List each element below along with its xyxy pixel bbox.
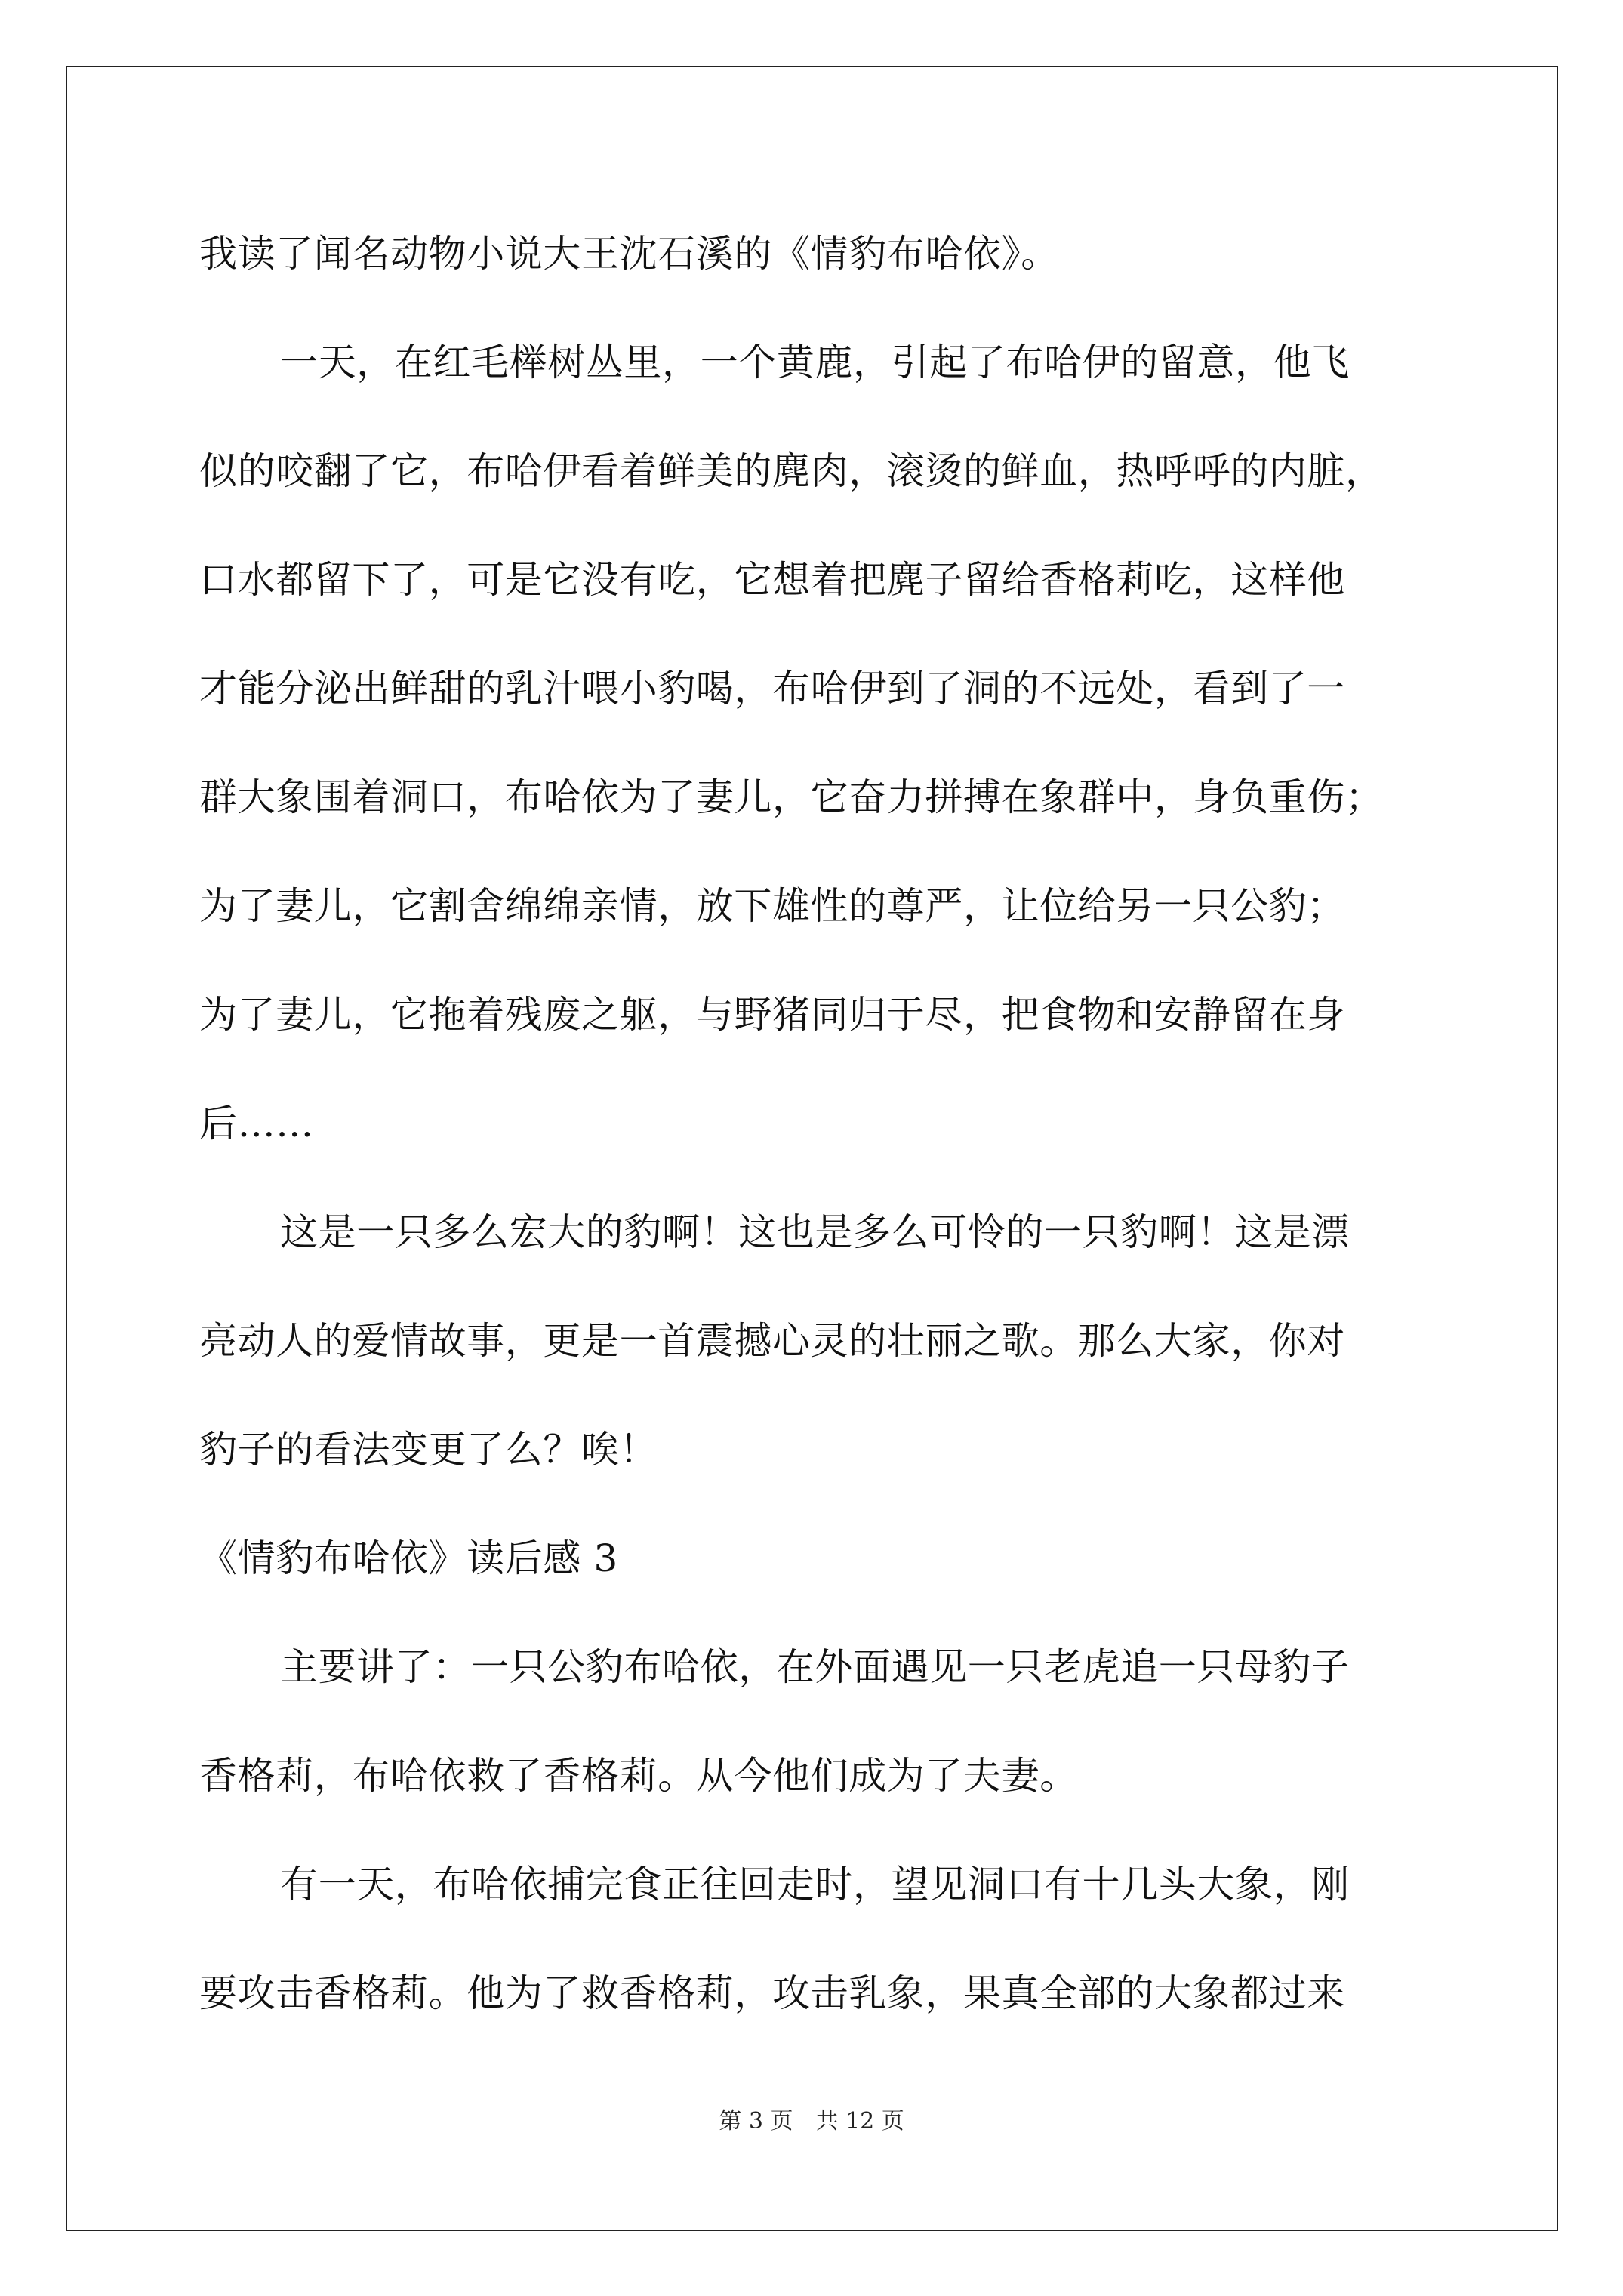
text-line: 要攻击香格莉。他为了救香格莉，攻击乳象，果真全部的大象都过来: [199, 1971, 1345, 2015]
text-line: 似的咬翻了它，布哈伊看着鲜美的麂肉，滚烫的鲜血，热呼呼的内脏，: [199, 449, 1384, 493]
paragraph-first-line: 一天，在红毛榉树丛里，一个黄鹿，引起了布哈伊的留意，他飞: [280, 341, 1350, 384]
text-line: 为了妻儿，它拖着残废之躯，与野猪同归于尽，把食物和安静留在身: [199, 993, 1345, 1037]
page-footer: [0, 2106, 1623, 2137]
text-line: 后……: [199, 1102, 314, 1145]
text-line: 亮动人的爱情故事，更是一首震撼心灵的壮丽之歌。那么大家，你对: [199, 1319, 1345, 1363]
text-line: 才能分泌出鲜甜的乳汁喂小豹喝，布哈伊到了洞的不远处，看到了一: [199, 667, 1345, 710]
paragraph-first-line: 有一天，布哈依捕完食正往回走时，望见洞口有十几头大象，刚: [280, 1863, 1350, 1906]
text-line: 豹子的看法变更了么？唉！: [199, 1428, 658, 1472]
text-line: 香格莉，布哈依救了香格莉。从今他们成为了夫妻。: [199, 1754, 1078, 1798]
page-number: 第 3 页: [719, 2108, 793, 2134]
paragraph-first-line: 这是一只多么宏大的豹啊！这也是多么可怜的一只豹啊！这是漂: [280, 1210, 1350, 1254]
text-line: 口水都留下了，可是它没有吃，它想着把麂子留给香格莉吃，这样他: [199, 558, 1345, 602]
page-total: 共 12 页: [815, 2108, 904, 2134]
text-line: 为了妻儿，它割舍绵绵亲情，放下雄性的尊严，让位给另一只公豹；: [199, 884, 1345, 928]
paragraph-first-line: 主要讲了：一只公豹布哈依，在外面遇见一只老虎追一只母豹子: [280, 1645, 1350, 1689]
text-line: 我读了闻名动物小说大王沈石溪的《情豹布哈依》。: [199, 232, 1059, 276]
section-heading: 《情豹布哈依》读后感 3: [199, 1536, 618, 1580]
text-line: 群大象围着洞口，布哈依为了妻儿，它奋力拼搏在象群中，身负重伤；: [199, 775, 1384, 819]
